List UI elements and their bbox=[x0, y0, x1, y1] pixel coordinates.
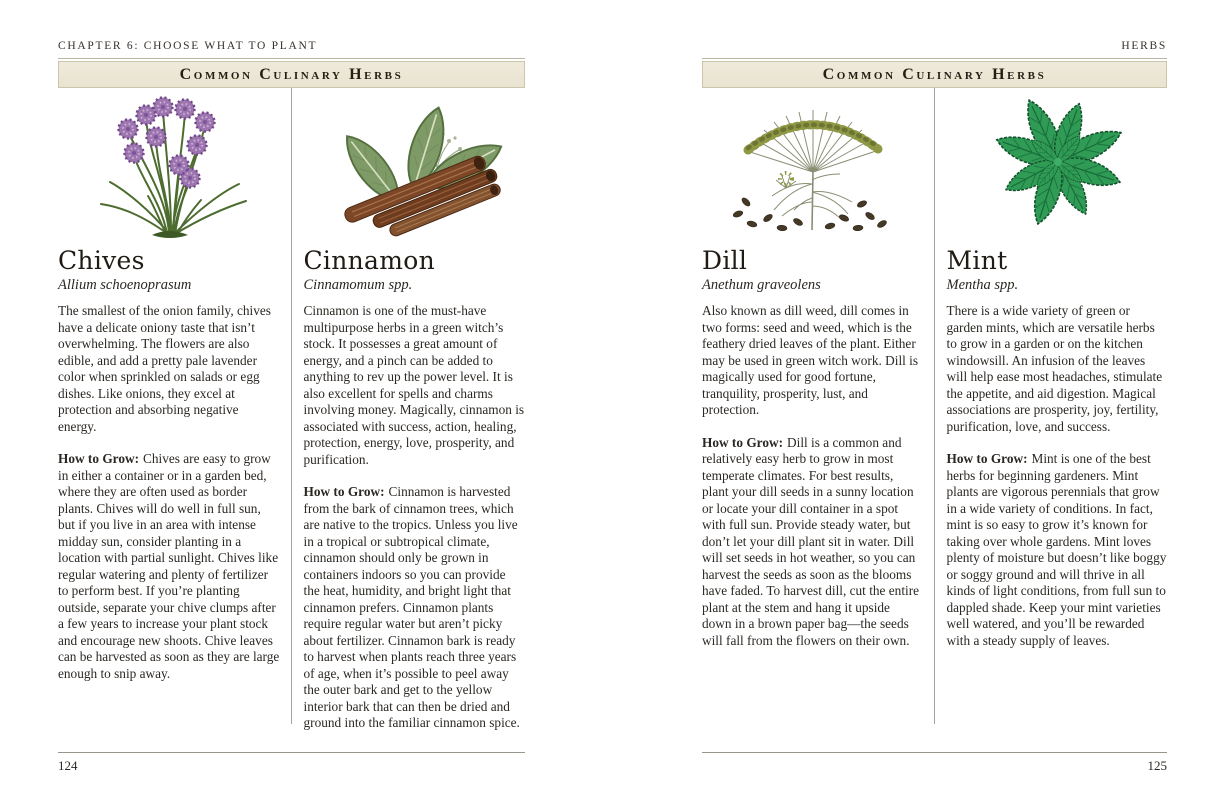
page-footer bbox=[58, 752, 525, 774]
footer-rule bbox=[58, 752, 525, 753]
herb-title: Dill bbox=[702, 246, 748, 275]
mint-leaf-rosette-illustration bbox=[947, 88, 1168, 238]
how-to-grow-text: Dill is a common and relatively easy herb to grow in most temperate climates. For best results, plant your dill seeds in a sunny location or locate your dill container in a spot with full sun. Provide steady water, but don’t let your dill plant sit in water. Dill will set seeds in hot weather, so you can harvest the seeds as soon as the blooms have faded. To harvest dill, cut the entire plant at the stem and hang it upside down in a brown paper bag—the seeds will fall from the flowers on their own. bbox=[702, 434, 920, 648]
how-to-grow-paragraph bbox=[58, 451, 280, 682]
cinnamon-leaves-and-sticks-illustration bbox=[304, 88, 526, 238]
how-to-grow-label: How to Grow: bbox=[303, 484, 385, 500]
herb-entry-mint bbox=[935, 88, 1168, 724]
herb-description: Also known as dill weed, dill comes in two forms: seed and weed, which is the feathery dried leaves of the plant. Either may be used in green witch work. Dill is magically used for good fortune, tranquility, prosperity, lust, and protection. bbox=[702, 303, 919, 418]
page-footer bbox=[702, 752, 1167, 774]
herb-entry-cinnamon bbox=[292, 88, 526, 731]
columns bbox=[702, 88, 1167, 724]
herb-latin-name: Cinnamomum spp. bbox=[303, 277, 413, 294]
section-banner: Common Culinary Herbs bbox=[702, 61, 1167, 88]
chives-plant-illustration bbox=[58, 88, 280, 238]
head-rule bbox=[702, 58, 1167, 59]
how-to-grow-label: How to Grow: bbox=[702, 434, 784, 450]
how-to-grow-text: Cinnamon is harvested from the bark of cinnamon trees, which are native to the tropics. Unless you live in a tropical or subtropical climate, cinnamon should only be grown in containers indoors so you can provide the heat, humidity, and bright light that cinnamon prefers. Cinnamon plants require regular water but aren’t picky about fertilizer. Cinnamon bark is ready to harvest when plants reach three years of age, when it’s possible to peel away the outer bark and get to the yellow interior bark that can then be dried and ground into the familiar cinnamon spice. bbox=[303, 484, 520, 731]
herb-entry-chives bbox=[58, 88, 291, 724]
running-head-left: CHAPTER 6: CHOOSE WHAT TO PLANT bbox=[58, 40, 318, 52]
page-left bbox=[58, 40, 525, 785]
herb-description: The smallest of the onion family, chives have a delicate oniony taste that isn’t overwhelming. The flowers are also edible, and add a pretty pale lavender color when sprinkled on salads or egg dishes. Like onions, they excel at protection and absorbing negative energy. bbox=[58, 303, 271, 434]
how-to-grow-text: Mint is one of the best herbs for beginning gardeners. Mint plants are vigorous perennials that grow in a wide variety of conditions. In fact, mint is so easy to grow it’s known for taking over whole gardens. Mint loves plenty of moisture but doesn’t like boggy or soggy ground and will thrive in all kinds of light conditions, from full sun to dappled shade. Keep your mint varieties well watered, and you’ll be rewarded with a steady supply of leaves. bbox=[946, 451, 1167, 648]
herb-description: There is a wide variety of green or garden mints, which are versatile herbs to grow in a garden or on the kitchen windowsill. An infusion of the leaves will help ease most headaches, stimulate the appetite, and aid digestion. Magical associations are prosperity, joy, fertility, purification, love, and success. bbox=[946, 303, 1163, 434]
how-to-grow-paragraph bbox=[947, 451, 1168, 649]
columns bbox=[58, 88, 525, 731]
dill-umbel-and-seeds-illustration bbox=[702, 88, 923, 238]
herb-title: Mint bbox=[946, 246, 1008, 275]
how-to-grow-paragraph bbox=[702, 435, 923, 650]
page-number: 124 bbox=[58, 758, 78, 773]
section-banner: Common Culinary Herbs bbox=[58, 61, 525, 88]
how-to-grow-text: Chives are easy to grow in either a container or in a garden bed, where they are often used as border plants. Chives will do well in full sun, but if you live in an area with intense midday sun, consider planting in a location with partial sunlight. Chives like regular watering and plenty of fertilizer to perform best. If you’re planting outside, separate your chive clumps after a few years to increase your plant stock and encourage new shoots. Chive leaves can be harvested as soon as they are large enough to snip away. bbox=[58, 451, 280, 681]
page-right bbox=[702, 40, 1167, 785]
herb-title: Chives bbox=[58, 246, 145, 275]
herb-latin-name: Anethum graveolens bbox=[702, 277, 821, 294]
herb-entry-dill bbox=[702, 88, 934, 724]
herb-description: Cinnamon is one of the must-have multipurpose herbs in a green witch’s stock. It possesses a great amount of energy, and a pinch can be added to anything to rev up the power level. It is also excellent for spells and charms involving money. Magically, cinnamon is associated with success, action, healing, protection, energy, love, prosperity, and purification. bbox=[303, 303, 525, 467]
how-to-grow-label: How to Grow: bbox=[946, 451, 1028, 467]
page-number: 125 bbox=[1147, 758, 1167, 773]
how-to-grow-paragraph bbox=[304, 484, 526, 732]
how-to-grow-label: How to Grow: bbox=[58, 451, 140, 467]
footer-rule bbox=[702, 752, 1167, 753]
head-rule bbox=[58, 58, 525, 59]
running-head-right: HERBS bbox=[1121, 40, 1167, 52]
herb-title: Cinnamon bbox=[303, 246, 435, 275]
herb-latin-name: Allium schoenoprasum bbox=[58, 277, 192, 294]
herb-latin-name: Mentha spp. bbox=[946, 277, 1019, 294]
